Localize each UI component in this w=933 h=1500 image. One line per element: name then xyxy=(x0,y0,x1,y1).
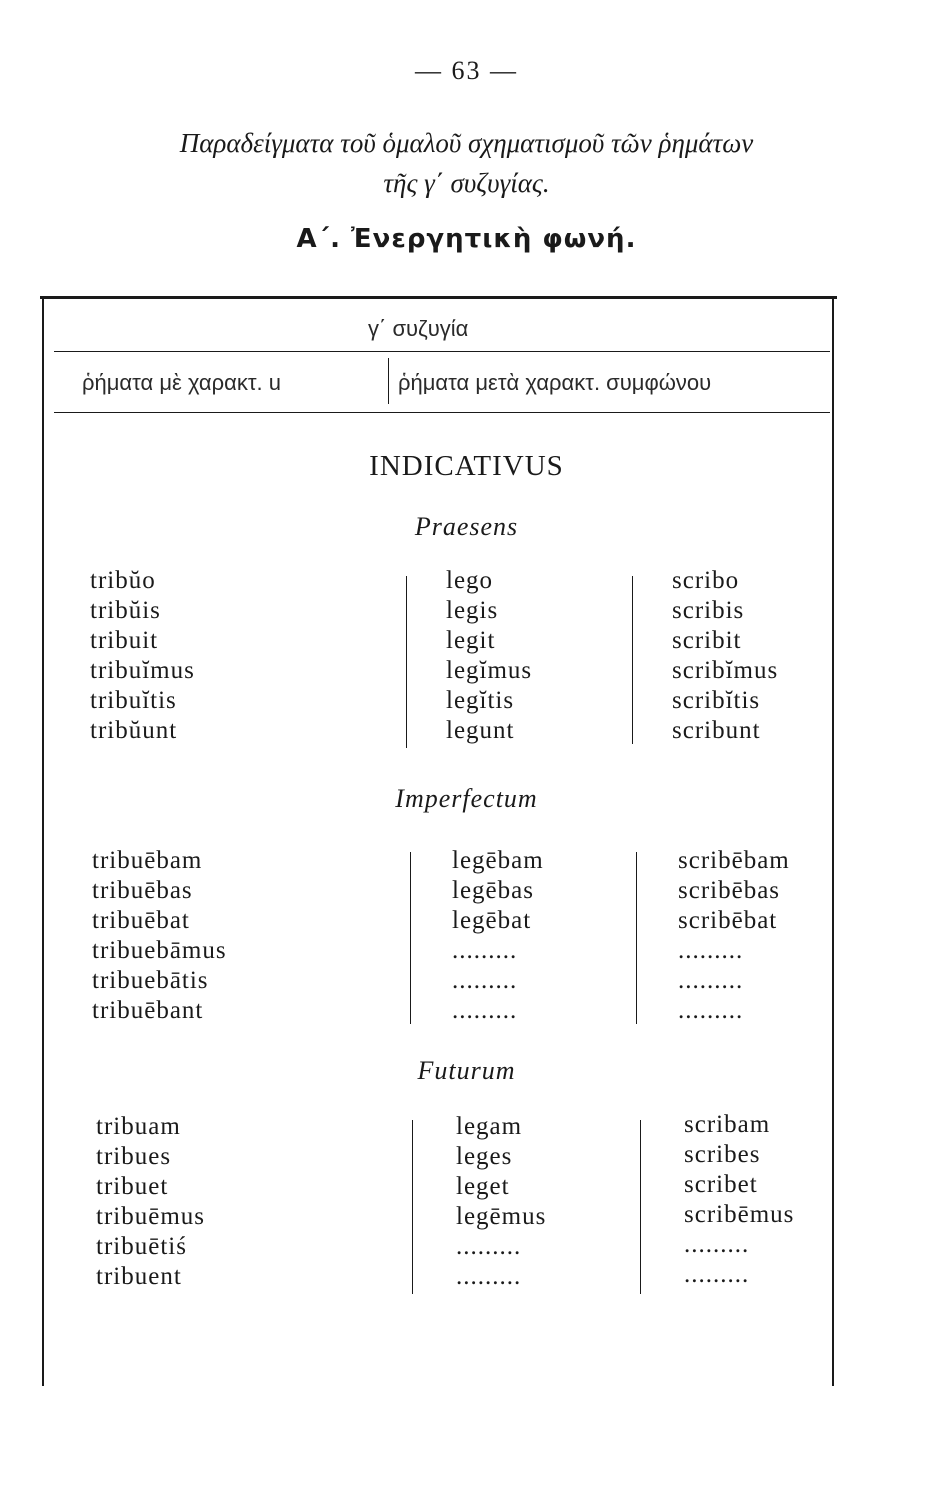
praesens-separator-2 xyxy=(632,576,633,744)
futurum-separator-1 xyxy=(412,1120,413,1294)
futurum-column-1 xyxy=(96,1112,205,1292)
list-item: legĭmus xyxy=(446,657,533,684)
table-top-border xyxy=(40,296,837,299)
list-item: tribuam xyxy=(96,1113,181,1140)
imperfectum-column-3 xyxy=(678,846,790,1026)
list-item: scribēbat xyxy=(678,907,778,934)
list-item: scribunt xyxy=(672,717,761,744)
list-item: tribuet xyxy=(96,1173,169,1200)
list-item: lego xyxy=(446,567,494,594)
page-title-line-2: τῆς γ΄ συζυγίας. xyxy=(383,168,550,198)
mood-heading: INDICATIVUS xyxy=(369,450,564,482)
futurum-separator-2 xyxy=(640,1120,641,1294)
list-item: ......... xyxy=(678,937,744,964)
list-item: scribit xyxy=(672,627,742,654)
futurum-column-3 xyxy=(684,1110,794,1290)
list-item: scribet xyxy=(684,1171,758,1198)
list-item: leget xyxy=(456,1173,510,1200)
list-item: scribes xyxy=(684,1141,761,1168)
list-item: ......... xyxy=(456,1233,522,1260)
list-item: leges xyxy=(456,1143,513,1170)
tense-futurum: Futurum xyxy=(417,1056,516,1085)
list-item: ......... xyxy=(684,1261,750,1288)
left-column-header: ῥήματα μὲ χαρακτ. u xyxy=(82,370,282,395)
praesens-column-2 xyxy=(446,566,532,746)
list-item: scribĭtis xyxy=(672,687,761,714)
list-item: ......... xyxy=(684,1231,750,1258)
praesens-column-1 xyxy=(90,566,195,746)
list-item: ......... xyxy=(452,997,518,1024)
praesens-column-3 xyxy=(672,566,778,746)
list-item: legunt xyxy=(446,717,515,744)
list-item: scribam xyxy=(684,1111,771,1138)
imperfectum-separator-1 xyxy=(410,852,411,1024)
imperfectum-column-1 xyxy=(92,846,227,1026)
imperfectum-separator-2 xyxy=(636,852,637,1024)
list-item: scribĭmus xyxy=(672,657,779,684)
list-item: tribuent xyxy=(96,1263,182,1290)
header-bottom-line xyxy=(54,412,830,413)
list-item: tribuēbant xyxy=(92,997,204,1024)
list-item: tribuit xyxy=(90,627,159,654)
imperfectum-column-2 xyxy=(452,846,544,1026)
list-item: scribēbam xyxy=(678,847,790,874)
list-item: legēbas xyxy=(452,877,534,904)
list-item: scribis xyxy=(672,597,745,624)
list-item: scribo xyxy=(672,567,740,594)
list-item: scribēbas xyxy=(678,877,781,904)
list-item: ......... xyxy=(678,997,744,1024)
list-item: tribŭunt xyxy=(90,717,178,744)
list-item: tribŭis xyxy=(90,597,161,624)
tense-praesens: Praesens xyxy=(414,512,519,541)
list-item: legĭtis xyxy=(446,687,515,714)
header-column-separator xyxy=(388,358,389,404)
list-item: ......... xyxy=(678,967,744,994)
list-item: ......... xyxy=(452,967,518,994)
list-item: tribuētiś xyxy=(96,1233,187,1260)
list-item: tribuĭtis xyxy=(90,687,177,714)
list-item: tribuēbat xyxy=(92,907,190,934)
list-item: tribuēmus xyxy=(96,1203,205,1230)
praesens-separator-1 xyxy=(406,576,407,748)
futurum-column-2 xyxy=(456,1112,546,1292)
list-item: ......... xyxy=(456,1263,522,1290)
header-divider xyxy=(54,351,830,352)
list-item: tribuĭmus xyxy=(90,657,195,684)
list-item: legis xyxy=(446,597,499,624)
list-item: legam xyxy=(456,1113,523,1140)
conjugation-header: γ΄ συζυγία xyxy=(368,316,469,341)
list-item: tribuēbam xyxy=(92,847,203,874)
page-number: — 63 — xyxy=(415,56,518,85)
tense-imperfectum: Imperfectum xyxy=(395,784,538,813)
list-item: tribuebātis xyxy=(92,967,209,994)
page-title-line-1: Παραδείγματα τοῦ ὁμαλοῦ σχηματισμοῦ τῶν ῥημάτων xyxy=(179,128,754,158)
list-item: legēmus xyxy=(456,1203,547,1230)
list-item: tribues xyxy=(96,1143,172,1170)
right-column-header: ῥήματα μετὰ χαρακτ. συμφώνου xyxy=(398,370,712,395)
list-item: legit xyxy=(446,627,496,654)
section-title: A΄. Ἐνεργητικὴ φωνή. xyxy=(296,224,637,254)
list-item: tribuebāmus xyxy=(92,937,227,964)
list-item: tribŭo xyxy=(90,567,156,594)
list-item: legēbat xyxy=(452,907,532,934)
list-item: legēbam xyxy=(452,847,544,874)
list-item: ......... xyxy=(452,937,518,964)
list-item: tribuēbas xyxy=(92,877,193,904)
list-item: scribēmus xyxy=(684,1201,795,1228)
